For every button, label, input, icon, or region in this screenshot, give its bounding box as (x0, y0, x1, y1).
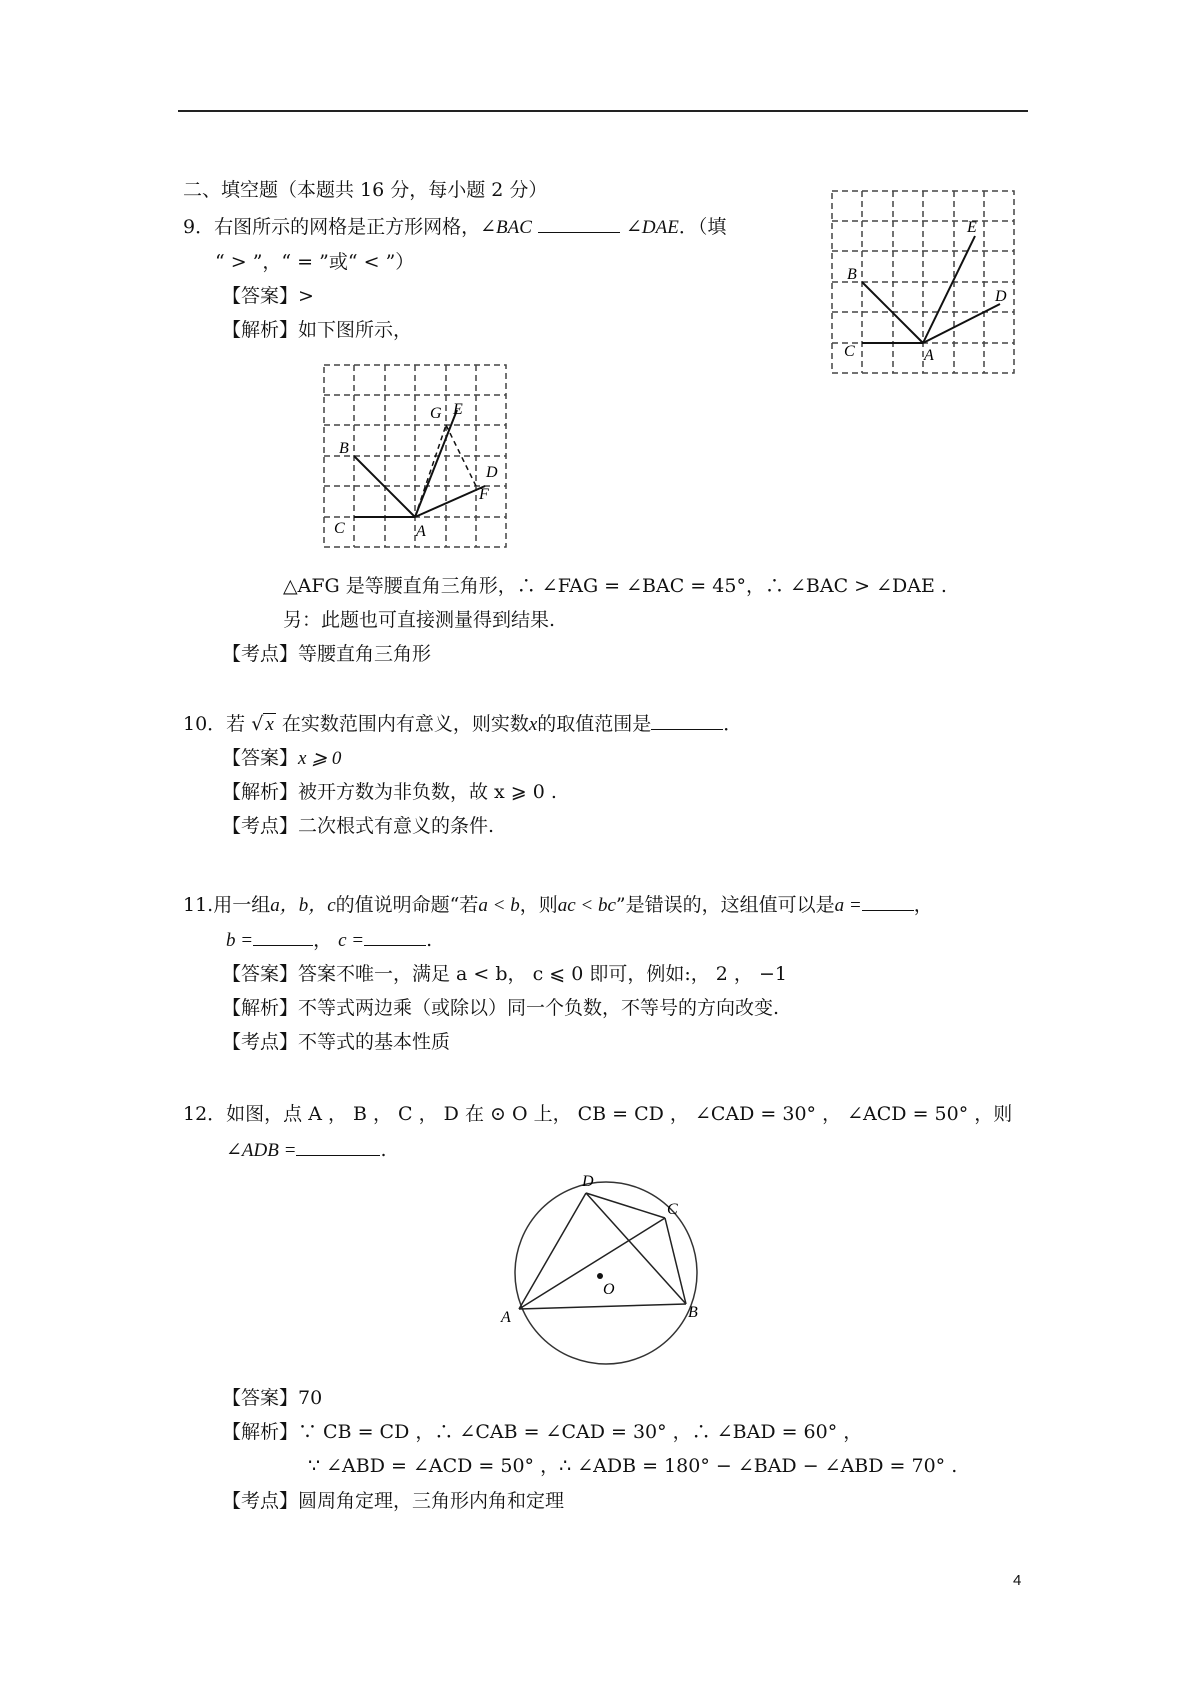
header-rule (178, 110, 1028, 112)
q10-point: 【考点】二次根式有意义的条件. (222, 815, 495, 837)
q9-analysis-label-a: A (416, 523, 426, 540)
section-title: 二、填空题（本题共 16 分，每小题 2 分） (183, 179, 548, 201)
sqrt-symbol: √ (251, 713, 264, 735)
q10-analysis: 【解析】被开方数为非负数，故 x ⩾ 0 . (222, 781, 557, 803)
q11-blank-a (862, 892, 914, 911)
q11-blank-b (253, 927, 313, 946)
q9-grid-figure (830, 188, 1020, 378)
q9-fig-label-c: C (844, 343, 855, 360)
q10-blank (651, 711, 723, 730)
q12-fig-label-o: O (603, 1281, 615, 1298)
q12-fig-label-b: B (688, 1304, 698, 1321)
q12-analysis: 【解析】∵ CB = CD ，∴ ∠CAB = ∠CAD = 30° ，∴ ∠BAD = 60° ， (222, 1421, 863, 1443)
q9-stem-cont: “ > ”，“ = ”或“ < ”） (215, 251, 415, 273)
q9-analysis-figure (320, 360, 520, 550)
q9-analysis-label-b: B (339, 440, 349, 457)
q10-stem: 10．若 √ x 在实数范围内有意义，则实数x的取值范围是 ． (183, 713, 743, 735)
q11-blank-c (364, 927, 426, 946)
q9-analysis: 【解析】如下图所示， (222, 319, 413, 341)
q9-fig-label-d: D (995, 288, 1007, 305)
q11-stem: 11.用一组a，b，c的值说明命题“若a < b，则ac < bc”是错误的，这组值可以是a = ， (183, 894, 933, 916)
q10-answer: 【答案】x ⩾ 0 (222, 747, 342, 769)
q11-point: 【考点】不等式的基本性质 (222, 1031, 451, 1053)
q9-fig-label-e: E (967, 219, 977, 236)
q9-analysis-label-e: E (453, 401, 463, 418)
q11-analysis: 【解析】不等式两边乘（或除以）同一个负数，不等号的方向改变. (222, 997, 780, 1019)
q9-analysis-label-g: G (430, 405, 442, 422)
q9-answer: 【答案】> (222, 285, 314, 307)
q9-explain-1: △AFG 是等腰直角三角形，∴ ∠FAG = ∠BAC = 45°，∴ ∠BAC > ∠DAE . (283, 575, 947, 597)
q9-analysis-label-f: F (479, 486, 489, 503)
q9-stem: 9．右图所示的网格是正方形网格，∠BAC ∠DAE．（填 (183, 216, 727, 238)
q11-answer: 【答案】答案不唯一，满足 a < b， c ⩽ 0 即可，例如:， 2 ， −1 (222, 963, 787, 985)
q12-analysis-2: ∵ ∠ABD = ∠ACD = 50° ，∴ ∠ADB = 180° − ∠BAD − ∠ABD = 70° . (308, 1455, 958, 1477)
q9-fig-label-a: A (924, 347, 934, 364)
q9-analysis-label-c: C (334, 520, 345, 537)
q9-analysis-label-d: D (486, 464, 498, 481)
q9-explain-2: 另：此题也可直接测量得到结果. (283, 609, 556, 631)
q9-point: 【考点】等腰直角三角形 (222, 643, 432, 665)
q12-blank (296, 1137, 380, 1156)
page-number: 4 (1013, 1572, 1022, 1589)
q12-answer: 【答案】70 (222, 1387, 323, 1409)
q11-stem-cont: b = ， c = . (226, 929, 433, 951)
q12-stem-cont: ∠ADB = . (226, 1139, 387, 1161)
q12-fig-label-c: C (667, 1201, 678, 1218)
q12-fig-label-a: A (501, 1309, 511, 1326)
q12-stem: 12．如图，点 A ， B ， C ， D 在 ⊙ O 上， CB = CD ， ∠CAD = 30° ， ∠ACD = 50° ，则 (183, 1103, 1013, 1125)
q9-blank (538, 214, 620, 233)
q12-fig-label-d: D (582, 1173, 594, 1190)
q9-fig-label-b: B (847, 266, 857, 283)
q12-point: 【考点】圆周角定理，三角形内角和定理 (222, 1490, 565, 1512)
q12-circle-figure (495, 1170, 725, 1380)
